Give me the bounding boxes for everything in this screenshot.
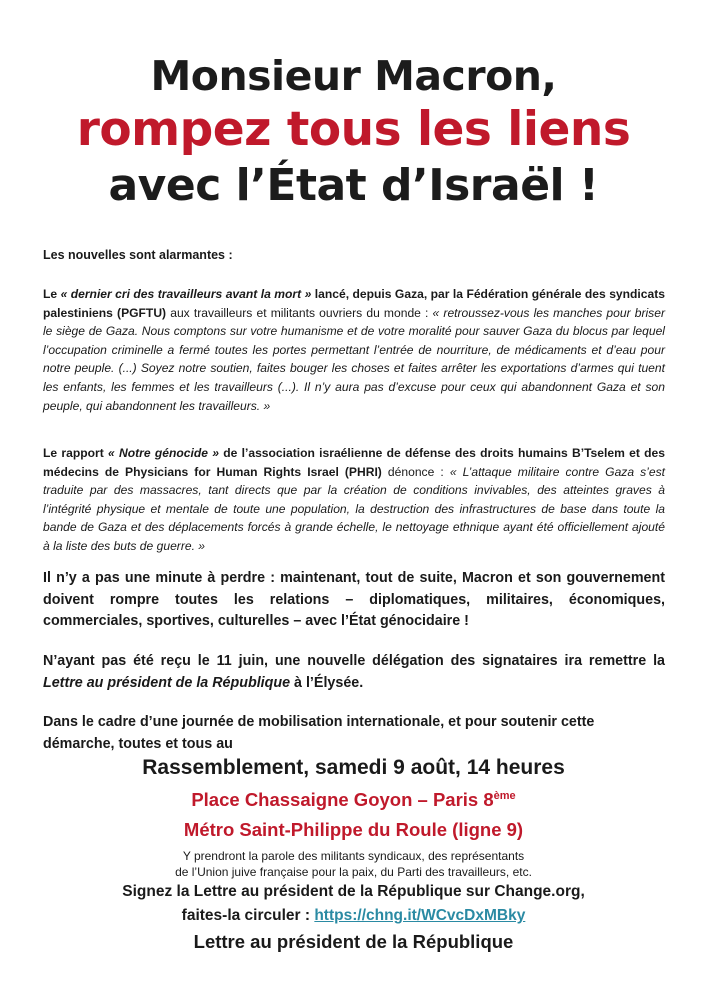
p1-org: lancé, depuis Gaza, par la Fédération générale des syndicats palestiniens (PGFTU) xyxy=(43,287,665,320)
rally-metro: Métro Saint-Philippe du Roule (ligne 9) xyxy=(183,819,524,840)
paragraph-btselem xyxy=(43,444,665,556)
title-line-2: rompez tous les liens xyxy=(76,102,631,157)
p1-quote: « retroussez-vous les manches pour briser le siège de Gaza. Nous comptons sur votre humanisme et de votre moralité pour sauver Gaza du blocus par lequel l’occupation criminelle a fermé toutes les portes permettant l’entrée de nourriture, de médicaments et d’eau pour notre peuple. (...) Soyez notre soutien, faites bouger les choses et faites arrêter les exportations d’armes qui tuent les enfants, les femmes et les travailleurs (...). Il n’y aura pas d’excuse pour ceux qui abandonnent Gaza et son peuple, qui abandonnent les travailleurs. » xyxy=(43,305,665,413)
call2-a: N’ayant pas été reçu le 11 juin, une nouvelle délégation des signataires ira remettre la xyxy=(43,653,665,669)
petition-call xyxy=(0,880,707,928)
p2-org: de l’association israélienne de défense des droits humains B’Tselem et des médecins de Physicians for Human Rights Israel (PHRI) xyxy=(43,446,665,479)
call-to-action-2 xyxy=(43,651,665,694)
petition-link[interactable]: https://chng.it/WCvcDxMBky xyxy=(314,907,526,924)
footer-letter-title: Lettre au président de la République xyxy=(193,931,514,952)
call-to-action-1: Il n’y a pas une minute à perdre : maintenant, tout de suite, Macron et son gouvernement doivent rompre toutes les relations – diplomatiques, militaires, économiques, commerciales, sportives, culturelles – avec l’État génocidaire ! xyxy=(43,570,665,629)
p2-report-title: « Notre génocide » xyxy=(108,446,219,460)
speakers-line-1: Y prendront la parole des militants syndicaux, des représentants xyxy=(182,849,525,863)
p2-verb: dénonce : xyxy=(381,464,450,479)
place-text: Place Chassaigne Goyon – Paris 8 xyxy=(191,789,494,810)
p1-lead: Le xyxy=(43,287,61,301)
call2-c: à l’Élysée. xyxy=(290,674,364,691)
place-superscript: ème xyxy=(493,789,516,802)
paragraph-pgftu xyxy=(43,285,665,415)
petition-line-2-prefix: faites-la circuler : xyxy=(181,907,315,924)
call-to-action-3: Dans le cadre d’une journée de mobilisation internationale, et pour soutenir cette démarche, toutes et tous au xyxy=(43,714,595,752)
intro-heading: Les nouvelles sont alarmantes : xyxy=(43,248,233,262)
p1-audience: aux travailleurs et militants ouvriers du monde : xyxy=(166,305,433,320)
rally-place xyxy=(0,787,707,813)
title-line-1: Monsieur Macron, xyxy=(150,52,557,100)
speakers-line-2: de l’Union juive française pour la paix, du Parti des travailleurs, etc. xyxy=(175,865,532,879)
speakers-note xyxy=(0,848,707,880)
call2-letter-title: Lettre au président de la République xyxy=(43,674,291,691)
p2-quote: « L’attaque militaire contre Gaza s’est traduite par des massacres, tant directs que par la création de conditions invivables, des atteintes graves à l’intégrité physique et mentale de toute une population, la destruction des infrastructures de base dans toute la bande de Gaza et des déplacements forcés à grande échelle, le nettoyage ethnique ayant été officiellement ajouté à la liste des buts de guerre. » xyxy=(43,464,666,553)
petition-line-1: Signez la Lettre au président de la République sur Change.org, xyxy=(122,883,585,900)
title-line-3: avec l’État d’Israël ! xyxy=(108,160,599,211)
rally-headline: Rassemblement, samedi 9 août, 14 heures xyxy=(142,756,565,779)
p2-lead: Le rapport xyxy=(43,446,108,460)
p1-quote-title: « dernier cri des travailleurs avant la mort » xyxy=(60,287,312,301)
